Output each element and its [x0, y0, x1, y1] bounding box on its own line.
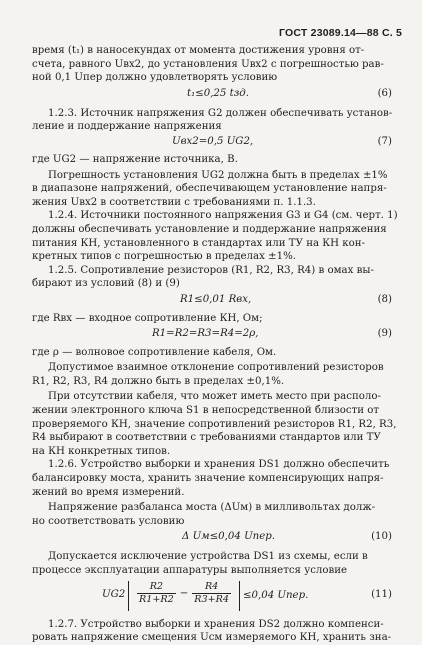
text-line: кретных типов с погрешностью в пределах ±1%.	[32, 251, 296, 263]
text-line: 1.2.7. Устройство выборки и хранения DS2 должно компенси-	[48, 618, 384, 630]
formula-number: (11)	[371, 588, 392, 600]
denominator: R1+R2	[139, 593, 174, 605]
paragraph-1-2-4	[32, 209, 398, 263]
text-line: проверяемого КН, значение сопротивлений резисторов R1, R2, R3,	[32, 418, 397, 430]
numerator: R4	[192, 581, 231, 594]
formula-expression: R1=R2=R3=R4=2ρ,	[152, 327, 259, 339]
formula-number: (8)	[377, 294, 392, 305]
paragraph-where-rho	[32, 346, 392, 360]
text-line: счета, равного Uвх2, до установления Uвх2 с погрешностью рав-	[32, 58, 384, 70]
text-line: процессе эксплуатации аппаратуры выполняется условие	[32, 564, 348, 576]
formula-8	[32, 294, 392, 312]
paragraph-1-2-5	[32, 264, 392, 291]
text-line: на КН конкретных типов.	[32, 445, 171, 457]
paragraph-intro	[32, 44, 392, 85]
formula-number: (9)	[377, 327, 392, 339]
paragraph-deviation	[32, 361, 392, 388]
text-line: жения Uвх2 в соответствии с требованиями п. 1.1.3.	[32, 196, 316, 208]
paragraph-where-ug2	[32, 153, 392, 167]
text-line: где ρ — волновое сопротивление кабеля, Ом.	[32, 346, 277, 358]
text-line: где Rвх — входное сопротивление КН, Ом;	[32, 313, 263, 324]
formula-lead: UG2	[102, 588, 126, 600]
text-line: Допускается исключение устройства DS1 из схемы, если в	[48, 551, 368, 563]
denominator: R3+R4	[194, 593, 229, 605]
paragraph-exclusion	[32, 550, 392, 577]
paragraph-no-cable	[32, 390, 397, 458]
paragraph-where-rvx	[32, 312, 392, 326]
formula-6	[32, 88, 392, 106]
formula-expression: Uвх2=0,5 UG2,	[172, 136, 254, 147]
text-line: бирают из условий (8) и (9)	[32, 278, 180, 290]
text-line: время (t₁) в наносекундах от момента достижения уровня от-	[32, 45, 365, 56]
text-line: ровать напряжение смещения Uсм измеряемого КН, хранить зна-	[32, 632, 392, 644]
text-line: но соответствовать условию	[32, 515, 185, 527]
paragraph-1-2-6	[32, 458, 392, 499]
page-header: ГОСТ 23089.14—88 С. 5	[279, 27, 402, 39]
paragraph-1-2-7	[32, 618, 392, 645]
formula-11	[32, 581, 392, 615]
text-line: R1, R2, R3, R4 должно быть в пределах ±0,1%.	[32, 375, 285, 387]
formula-7	[32, 136, 392, 154]
text-line: При отсутствии кабеля, что может иметь место при располо-	[48, 391, 381, 403]
paragraph-1-2-3	[32, 107, 392, 134]
fraction-1	[137, 581, 176, 606]
formula-expression: t₁≤0,25 tзд.	[187, 87, 249, 99]
abs-expression	[128, 581, 308, 611]
formula-expression: Δ Uм≤0,04 Uпер.	[182, 531, 276, 543]
fraction-2	[192, 581, 231, 606]
text-line: Погрешность установления UG2 должна быть в пределах ±1%	[48, 169, 388, 181]
text-line: Допустимое взаимное отклонение сопротивлений резисторов	[48, 362, 384, 374]
text-line: жений во время измерений.	[32, 486, 185, 498]
text-line: R4 выбирают в соответствии с требованиями стандартов или ТУ	[32, 432, 381, 444]
text-line: балансировку моста, хранить значение компенсирующих напря-	[32, 472, 384, 484]
text-line: 1.2.3. Источник напряжения G2 должен обеспечивать установ-	[48, 107, 393, 119]
text-line: 1.2.6. Устройство выборки и хранения DS1 должно обеспечить	[48, 459, 390, 471]
text-line: 1.2.4. Источники постоянного напряжения G3 и G4 (см. черт. 1)	[48, 210, 398, 222]
text-line: в диапазоне напряжений, обеспечивающем установление напря-	[32, 183, 387, 195]
formula-tail: ≤0,04 Uпер.	[242, 590, 309, 602]
formula-9	[32, 328, 392, 346]
formula-10	[32, 531, 392, 549]
formula-number: (6)	[377, 87, 392, 99]
text-line: жении электронного ключа S1 в непосредственной близости от	[32, 404, 380, 416]
text-line: ной 0,1 Uпер должно удовлетворять условию	[32, 72, 278, 84]
text-line: Напряжение разбаланса моста (ΔUм) в милливольтах долж-	[48, 502, 376, 514]
formula-expression: R1≤0,01 Rвх,	[180, 294, 252, 305]
formula-number: (7)	[377, 136, 392, 147]
text-line: должны обеспечивать установление и поддержание напряжения	[32, 223, 387, 235]
numerator: R2	[137, 581, 176, 594]
minus-sign: −	[179, 587, 189, 599]
text-line: питания КН, установленного в стандартах или ТУ на КН кон-	[32, 237, 366, 249]
paragraph-tolerance	[32, 169, 392, 210]
paragraph-imbalance	[32, 501, 392, 528]
text-line: где UG2 — напряжение источника, В.	[32, 154, 238, 165]
abs-bars	[128, 581, 240, 611]
formula-number: (10)	[371, 531, 392, 543]
text-line: ление и поддержание напряжения	[32, 121, 222, 133]
text-line: 1.2.5. Сопротивление резисторов (R1, R2, R3, R4) в омах вы-	[48, 264, 374, 276]
